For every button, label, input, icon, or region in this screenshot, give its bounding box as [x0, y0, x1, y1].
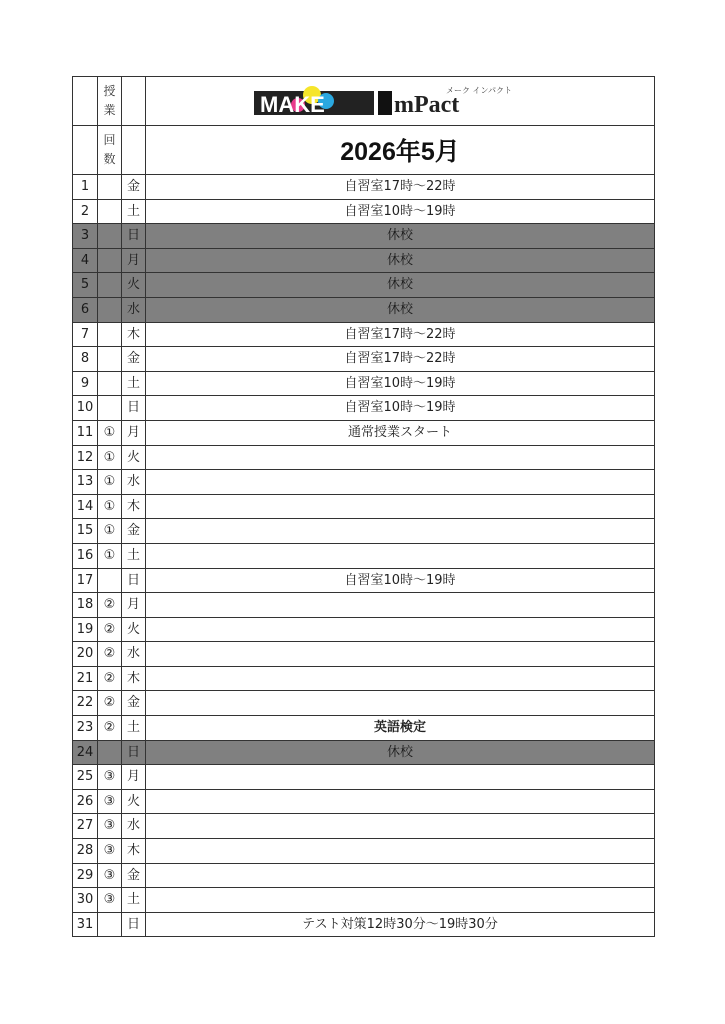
lesson-count: ③ — [98, 863, 122, 888]
schedule-note: 自習室10時～19時 — [146, 199, 655, 224]
lesson-label-char: 数 — [103, 152, 116, 166]
lesson-count: ② — [98, 691, 122, 716]
weekday: 日 — [122, 568, 146, 593]
header-day-cell — [73, 126, 98, 175]
lesson-count: ① — [98, 543, 122, 568]
day-row — [73, 273, 655, 298]
day-row — [73, 789, 655, 814]
day-row — [73, 740, 655, 765]
make-impact-logo — [250, 81, 550, 121]
schedule-note — [146, 888, 655, 913]
lesson-count — [98, 175, 122, 200]
day-row — [73, 839, 655, 864]
day-row — [73, 199, 655, 224]
schedule-note — [146, 494, 655, 519]
weekday: 木 — [122, 666, 146, 691]
lesson-count — [98, 322, 122, 347]
day-row — [73, 396, 655, 421]
logo-wordmark-right: mPact — [394, 92, 460, 118]
schedule-note: 自習室10時～19時 — [146, 396, 655, 421]
weekday: 土 — [122, 716, 146, 741]
day-number: 5 — [73, 273, 98, 298]
weekday: 火 — [122, 617, 146, 642]
lesson-count — [98, 740, 122, 765]
weekday: 金 — [122, 175, 146, 200]
lesson-count — [98, 273, 122, 298]
schedule-note — [146, 519, 655, 544]
schedule-note — [146, 593, 655, 618]
weekday: 木 — [122, 494, 146, 519]
day-number: 20 — [73, 642, 98, 667]
day-row — [73, 888, 655, 913]
day-row — [73, 248, 655, 273]
schedule-note: 自習室10時～19時 — [146, 568, 655, 593]
lesson-count: ③ — [98, 814, 122, 839]
lesson-count — [98, 347, 122, 372]
day-row — [73, 814, 655, 839]
schedule-note — [146, 445, 655, 470]
schedule-note: 自習室17時～22時 — [146, 175, 655, 200]
day-number: 4 — [73, 248, 98, 273]
lesson-count: ① — [98, 445, 122, 470]
weekday: 金 — [122, 863, 146, 888]
day-row — [73, 863, 655, 888]
day-number: 10 — [73, 396, 98, 421]
header-row-title — [73, 126, 655, 175]
weekday: 土 — [122, 888, 146, 913]
day-number: 29 — [73, 863, 98, 888]
lesson-count: ① — [98, 470, 122, 495]
schedule-note: 休校 — [146, 248, 655, 273]
schedule-note — [146, 691, 655, 716]
day-number: 7 — [73, 322, 98, 347]
day-number: 16 — [73, 543, 98, 568]
day-row — [73, 347, 655, 372]
day-row — [73, 445, 655, 470]
weekday: 月 — [122, 248, 146, 273]
day-row — [73, 617, 655, 642]
day-row — [73, 224, 655, 249]
day-number: 8 — [73, 347, 98, 372]
day-number: 12 — [73, 445, 98, 470]
lesson-count — [98, 248, 122, 273]
lesson-count — [98, 297, 122, 322]
day-number: 19 — [73, 617, 98, 642]
day-number: 1 — [73, 175, 98, 200]
weekday: 金 — [122, 347, 146, 372]
weekday: 火 — [122, 445, 146, 470]
weekday: 水 — [122, 814, 146, 839]
lesson-count — [98, 912, 122, 937]
lesson-count: ① — [98, 519, 122, 544]
day-number: 24 — [73, 740, 98, 765]
day-row — [73, 716, 655, 741]
header-day-cell — [73, 77, 98, 126]
schedule-note — [146, 666, 655, 691]
day-number: 22 — [73, 691, 98, 716]
weekday: 金 — [122, 519, 146, 544]
weekday: 水 — [122, 642, 146, 667]
day-row — [73, 420, 655, 445]
day-row — [73, 912, 655, 937]
schedule-note — [146, 617, 655, 642]
schedule-note: 通常授業スタート — [146, 420, 655, 445]
header-weekday-cell — [122, 126, 146, 175]
logo-kana: メーク インパクト — [446, 86, 512, 95]
weekday: 火 — [122, 273, 146, 298]
weekday: 木 — [122, 839, 146, 864]
weekday: 水 — [122, 470, 146, 495]
lesson-count: ② — [98, 642, 122, 667]
schedule-note — [146, 839, 655, 864]
schedule-note — [146, 863, 655, 888]
schedule-note — [146, 814, 655, 839]
weekday: 月 — [122, 593, 146, 618]
day-row — [73, 175, 655, 200]
schedule-note: 休校 — [146, 297, 655, 322]
day-row — [73, 568, 655, 593]
day-number: 18 — [73, 593, 98, 618]
day-row — [73, 543, 655, 568]
schedule-note: 自習室17時～22時 — [146, 347, 655, 372]
header-row-logo — [73, 77, 655, 126]
day-number: 21 — [73, 666, 98, 691]
day-row — [73, 765, 655, 790]
lesson-count: ② — [98, 593, 122, 618]
schedule-note: 英語検定 — [146, 716, 655, 741]
day-number: 25 — [73, 765, 98, 790]
schedule-body — [73, 77, 655, 937]
weekday: 日 — [122, 396, 146, 421]
day-number: 30 — [73, 888, 98, 913]
weekday: 土 — [122, 543, 146, 568]
day-row — [73, 642, 655, 667]
day-number: 14 — [73, 494, 98, 519]
day-number: 15 — [73, 519, 98, 544]
weekday: 火 — [122, 789, 146, 814]
day-number: 11 — [73, 420, 98, 445]
lesson-count: ③ — [98, 888, 122, 913]
day-row — [73, 371, 655, 396]
logo-wordmark-left: MAKE — [260, 92, 325, 117]
weekday: 月 — [122, 765, 146, 790]
day-row — [73, 470, 655, 495]
monthly-schedule-table — [72, 76, 655, 937]
weekday: 日 — [122, 912, 146, 937]
lesson-count — [98, 371, 122, 396]
day-row — [73, 297, 655, 322]
day-number: 27 — [73, 814, 98, 839]
header-lesson-label-bottom — [98, 126, 122, 175]
day-number: 9 — [73, 371, 98, 396]
lesson-count: ② — [98, 617, 122, 642]
schedule-note: 自習室17時～22時 — [146, 322, 655, 347]
lesson-label-char: 授 — [103, 84, 116, 98]
day-number: 13 — [73, 470, 98, 495]
weekday: 水 — [122, 297, 146, 322]
header-weekday-cell — [122, 77, 146, 126]
day-number: 31 — [73, 912, 98, 937]
day-number: 6 — [73, 297, 98, 322]
weekday: 土 — [122, 199, 146, 224]
header-lesson-label-top — [98, 77, 122, 126]
schedule-note: 休校 — [146, 740, 655, 765]
lesson-count — [98, 224, 122, 249]
lesson-count: ① — [98, 494, 122, 519]
lesson-label-char: 業 — [103, 103, 116, 117]
schedule-note: 休校 — [146, 273, 655, 298]
schedule-note: 自習室10時～19時 — [146, 371, 655, 396]
day-row — [73, 666, 655, 691]
schedule-note — [146, 789, 655, 814]
day-row — [73, 519, 655, 544]
schedule-note: 休校 — [146, 224, 655, 249]
lesson-label-char: 回 — [103, 133, 116, 147]
schedule-note — [146, 470, 655, 495]
day-number: 23 — [73, 716, 98, 741]
day-number: 26 — [73, 789, 98, 814]
day-number: 17 — [73, 568, 98, 593]
lesson-count: ② — [98, 666, 122, 691]
month-title: 2026年5月 — [340, 138, 460, 166]
day-row — [73, 322, 655, 347]
weekday: 月 — [122, 420, 146, 445]
schedule-note — [146, 543, 655, 568]
lesson-count — [98, 199, 122, 224]
day-number: 3 — [73, 224, 98, 249]
lesson-count: ③ — [98, 789, 122, 814]
schedule-note — [146, 642, 655, 667]
day-number: 2 — [73, 199, 98, 224]
lesson-count: ① — [98, 420, 122, 445]
lesson-count: ③ — [98, 839, 122, 864]
schedule-note — [146, 765, 655, 790]
weekday: 金 — [122, 691, 146, 716]
day-row — [73, 494, 655, 519]
month-title-cell — [146, 126, 655, 175]
lesson-count: ② — [98, 716, 122, 741]
weekday: 木 — [122, 322, 146, 347]
schedule-note: テスト対策12時30分～19時30分 — [146, 912, 655, 937]
weekday: 日 — [122, 224, 146, 249]
day-row — [73, 691, 655, 716]
weekday: 土 — [122, 371, 146, 396]
day-row — [73, 593, 655, 618]
lesson-count — [98, 568, 122, 593]
lesson-count: ③ — [98, 765, 122, 790]
lesson-count — [98, 396, 122, 421]
logo-cell — [146, 77, 655, 126]
weekday: 日 — [122, 740, 146, 765]
day-number: 28 — [73, 839, 98, 864]
